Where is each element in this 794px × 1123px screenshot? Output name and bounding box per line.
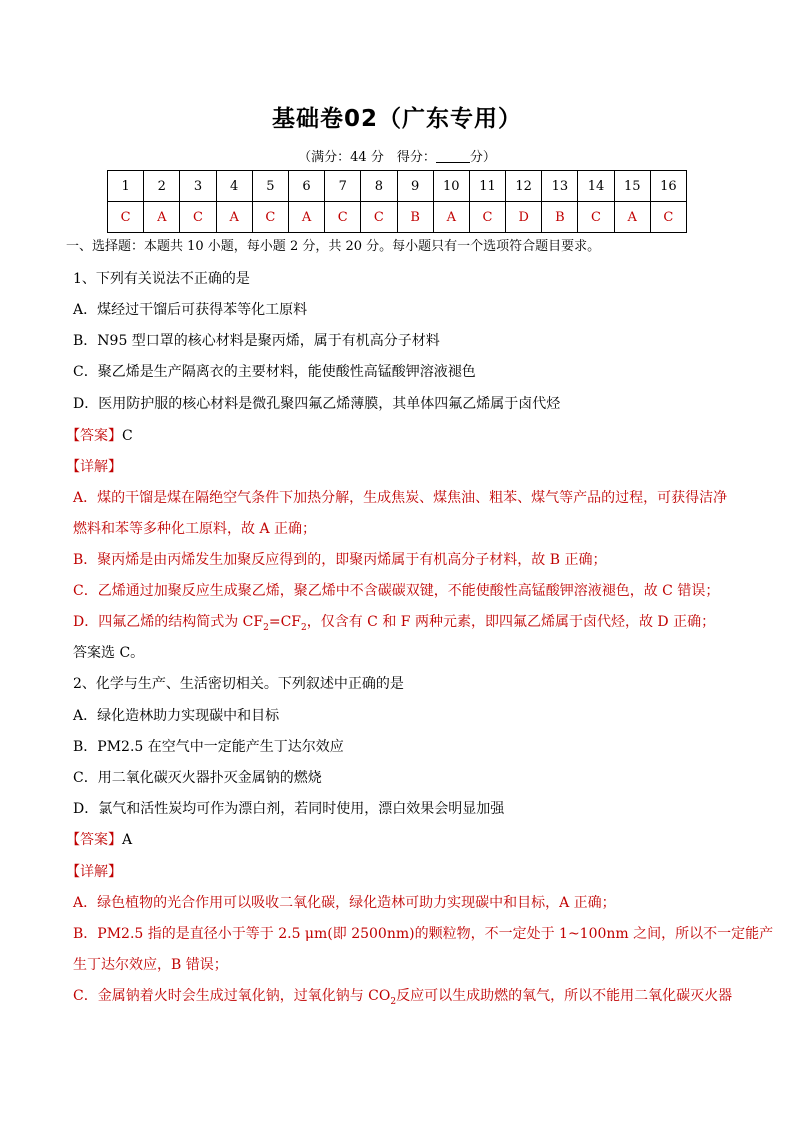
answer-cell: C: [108, 202, 144, 233]
answer-table: [107, 170, 687, 233]
question-number-cell: 15: [614, 171, 650, 202]
answer-cell: C: [469, 202, 505, 233]
q2-detail-a: A．绿色植物的光合作用可以吸收二氧化碳，绿化造林可助力实现碳中和目标，A 正确；: [73, 895, 616, 911]
question-number-cell: 10: [433, 171, 469, 202]
question-number-cell: 2: [144, 171, 180, 202]
q1-detail-d-pre: D．四氟乙烯的结构简式为 CF: [73, 614, 264, 630]
score-prefix: （满分：44 分 得分：: [298, 150, 436, 165]
answer-cell: A: [614, 202, 650, 233]
q1-detail-a-line1: A．煤的干馏是煤在隔绝空气条件下加热分解，生成焦炭、煤焦油、粗苯、煤气等产品的过程，可获得洁净: [73, 490, 728, 506]
q1-conclusion: 答案选 C。: [73, 645, 145, 661]
q2-stem: 2、化学与生产、生活密切相关。下列叙述中正确的是: [73, 676, 404, 692]
question-number-cell: 5: [252, 171, 288, 202]
question-number-cell: 3: [180, 171, 216, 202]
question-number-cell: 12: [506, 171, 542, 202]
q2-option-d: D．氯气和活性炭均可作为漂白剂，若同时使用，漂白效果会明显加强: [73, 801, 505, 817]
q2-detail-c: [73, 985, 732, 1007]
answer-label: 【答案】: [66, 428, 122, 444]
q1-answer-value: C: [122, 428, 133, 444]
answer-cell: C: [650, 202, 686, 233]
q2-detail-c-pre: C．金属钠着火时会生成过氧化钠，过氧化钠与 CO: [73, 988, 391, 1004]
answer-cell: A: [144, 202, 180, 233]
q2-answer-value: A: [122, 832, 133, 848]
q1-detail-d: [73, 611, 715, 633]
question-number-cell: 7: [325, 171, 361, 202]
question-number-cell: 6: [288, 171, 324, 202]
score-suffix: 分）: [469, 150, 496, 165]
q2-detail-label: 【详解】: [66, 864, 122, 880]
answer-table-numbers-row: [108, 171, 687, 202]
question-number-cell: 14: [578, 171, 614, 202]
subscript: 2: [263, 622, 269, 633]
answer-cell: C: [361, 202, 397, 233]
answer-cell: A: [216, 202, 252, 233]
q1-detail-b: B．聚丙烯是由丙烯发生加聚反应得到的，即聚丙烯属于有机高分子材料，故 B 正确；: [73, 552, 607, 568]
answer-label: 【答案】: [66, 832, 122, 848]
q2-detail-b-line1: B．PM2.5 指的是直径小于等于 2.5 μm(即 2500nm)的颗粒物，不一定处于 1~100nm 之间，所以不一定能产: [73, 926, 774, 942]
question-number-cell: 11: [469, 171, 505, 202]
q1-option-a: A．煤经过干馏后可获得苯等化工原料: [73, 302, 308, 318]
q2-option-c: C．用二氧化碳灭火器扑灭金属钠的燃烧: [73, 770, 322, 786]
q1-detail-d-post: ，仅含有 C 和 F 两种元素，即四氟乙烯属于卤代烃，故 D 正确；: [306, 614, 716, 630]
question-number-cell: 8: [361, 171, 397, 202]
question-number-cell: 16: [650, 171, 686, 202]
answer-cell: C: [252, 202, 288, 233]
q1-option-b: B．N95 型口罩的核心材料是聚丙烯，属于有机高分子材料: [73, 333, 440, 349]
q2-option-a: A．绿化造林助力实现碳中和目标: [73, 708, 280, 724]
q1-detail-c: C．乙烯通过加聚反应生成聚乙烯，聚乙烯中不含碳碳双键，不能使酸性高锰酸钾溶液褪色，故 C 错误；: [73, 583, 720, 599]
q1-option-d: D．医用防护服的核心材料是微孔聚四氟乙烯薄膜，其单体四氟乙烯属于卤代烃: [73, 396, 561, 412]
answer-cell: A: [433, 202, 469, 233]
question-number-cell: 4: [216, 171, 252, 202]
answer-cell: C: [325, 202, 361, 233]
score-blank: [436, 149, 470, 163]
section-header: 一、选择题：本题共 10 小题，每小题 2 分，共 20 分。每小题只有一个选项符合题目要求。: [66, 239, 601, 254]
q2-detail-c-post: 反应可以生成助燃的氧气，所以不能用二氧化碳灭火器: [396, 988, 733, 1004]
q2-detail-b-line2: 生丁达尔效应，B 错误；: [73, 957, 228, 973]
answer-cell: C: [578, 202, 614, 233]
answer-cell: D: [506, 202, 542, 233]
q1-option-c: C．聚乙烯是生产隔离衣的主要材料，能使酸性高锰酸钾溶液褪色: [73, 364, 476, 380]
page-title: 基础卷02（广东专用）: [271, 106, 522, 132]
q2-option-b: B．PM2.5 在空气中一定能产生丁达尔效应: [73, 739, 344, 755]
answer-cell: B: [542, 202, 578, 233]
q1-detail-label: 【详解】: [66, 459, 122, 475]
question-number-cell: 13: [542, 171, 578, 202]
answer-table-answers-row: [108, 202, 687, 233]
q1-detail-d-mid: =CF: [268, 614, 301, 630]
q2-answer-line: [66, 829, 132, 849]
score-line: [0, 146, 794, 165]
answer-cell: A: [288, 202, 324, 233]
subscript: 2: [390, 996, 397, 1007]
answer-cell: B: [397, 202, 433, 233]
q1-answer-line: [66, 425, 133, 445]
question-number-cell: 1: [108, 171, 144, 202]
q1-detail-a-line2: 燃料和苯等多种化工原料，故 A 正确；: [73, 521, 317, 537]
subscript: 2: [301, 622, 307, 633]
q1-stem: 1、下列有关说法不正确的是: [73, 271, 250, 287]
question-number-cell: 9: [397, 171, 433, 202]
answer-cell: C: [180, 202, 216, 233]
